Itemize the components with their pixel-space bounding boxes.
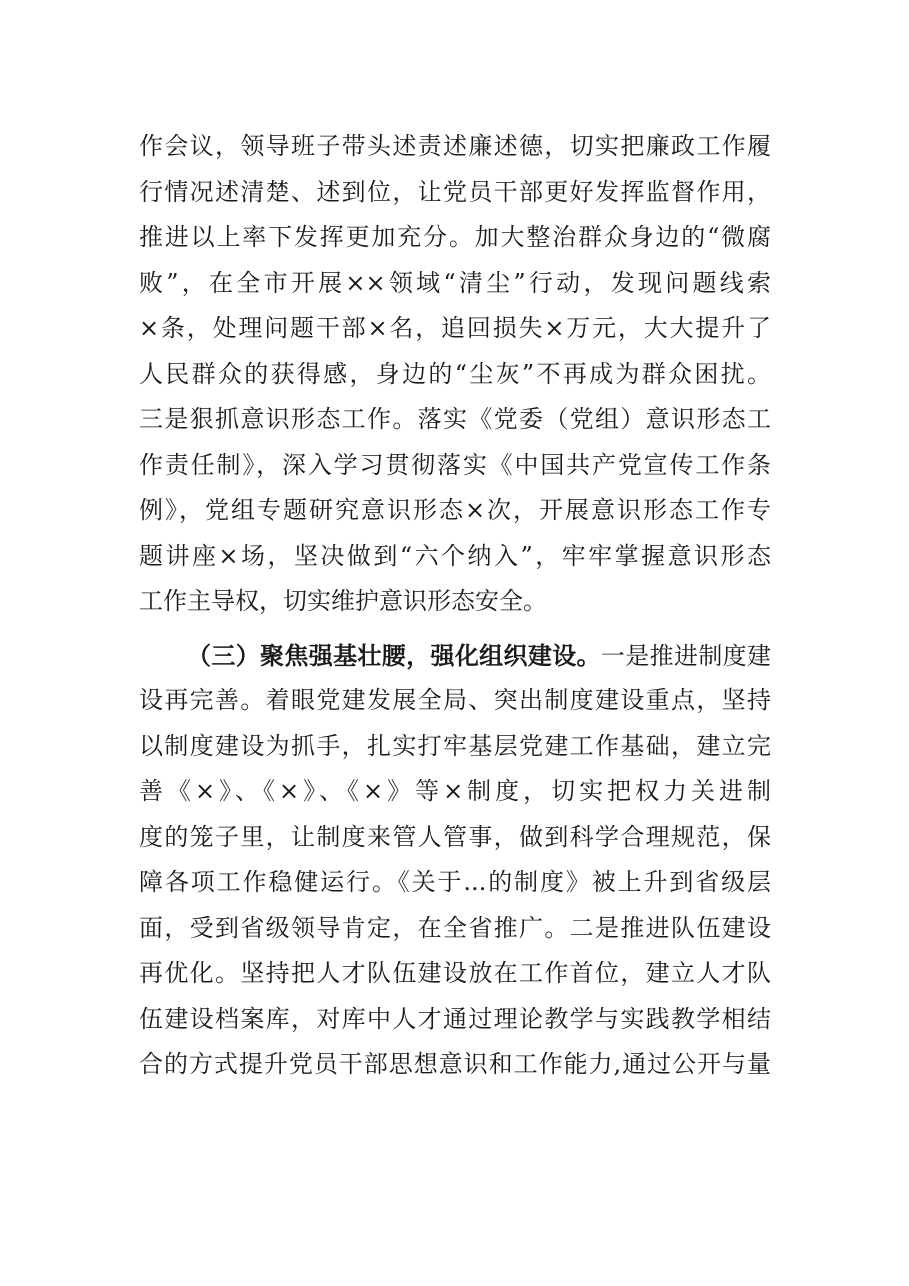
paragraph-spacer <box>139 625 771 633</box>
paragraph-line: 作会议，领导班子带头述责述廉述德，切实把廉政工作履 <box>139 132 771 160</box>
document-body <box>139 124 771 1088</box>
paragraph-line: 败”，在全市开展××领域“清尘”行动，发现问题线索 <box>139 268 771 297</box>
paragraph-line: ×条，处理问题干部×名，追回损失×万元，大大提升了 <box>139 314 771 342</box>
paragraph-line: 工作主导权，切实维护意识形态安全。 <box>139 587 547 615</box>
paragraph-line: 设再完善。着眼党建发展全局、突出制度建设重点，坚持 <box>139 686 771 714</box>
paragraph-line: 伍建设档案库，对库中人才通过理论教学与实践教学相结 <box>139 1004 771 1033</box>
paragraph-line: 善《×》、《×》、《×》等×制度，切实把权力关进制 <box>139 777 771 805</box>
paragraph-line: 推进以上率下发挥更加充分。加大整治群众身边的“微腐 <box>139 223 771 251</box>
paragraph-line: 作责任制》，深入学习贯彻落实《中国共产党宣传工作条 <box>139 450 771 479</box>
paragraph-line: 三是狠抓意识形态工作。落实《党委（党组）意识形态工 <box>139 405 771 433</box>
paragraph-line: 例》，党组专题研究意识形态×次，开展意识形态工作专 <box>139 496 771 524</box>
paragraph-line: 行情况述清楚、述到位，让党员干部更好发挥监督作用， <box>139 177 771 206</box>
paragraph-line: 以制度建设为抓手，扎实打牢基层党建工作基础，建立完 <box>139 731 771 760</box>
paragraph-line: 再优化。坚持把人才队伍建设放在工作首位，建立人才队 <box>139 959 771 987</box>
paragraph-line: 障各项工作稳健运行。《关于...的制度》被上升到省级层 <box>139 868 771 896</box>
paragraph-line: 人民群众的获得感，身边的“尘灰”不再成为群众困扰。 <box>139 359 771 388</box>
paragraph-line: 面，受到省级领导肯定，在全省推广。二是推进队伍建设 <box>139 913 771 942</box>
section-heading-line <box>139 633 771 679</box>
section-heading-continuation: 一是推进制度建 <box>600 641 772 670</box>
paragraph-line: 合的方式提升党员干部思想意识和工作能力,通过公开与量 <box>139 1050 771 1078</box>
section-heading: （三）聚焦强基壮腰，强化组织建设。 <box>187 640 601 670</box>
paragraph-line: 度的笼子里，让制度来管人管事，做到科学合理规范，保 <box>139 822 771 851</box>
paragraph-line: 题讲座×场，坚决做到“六个纳入”，牢牢掌握意识形态 <box>139 541 771 570</box>
